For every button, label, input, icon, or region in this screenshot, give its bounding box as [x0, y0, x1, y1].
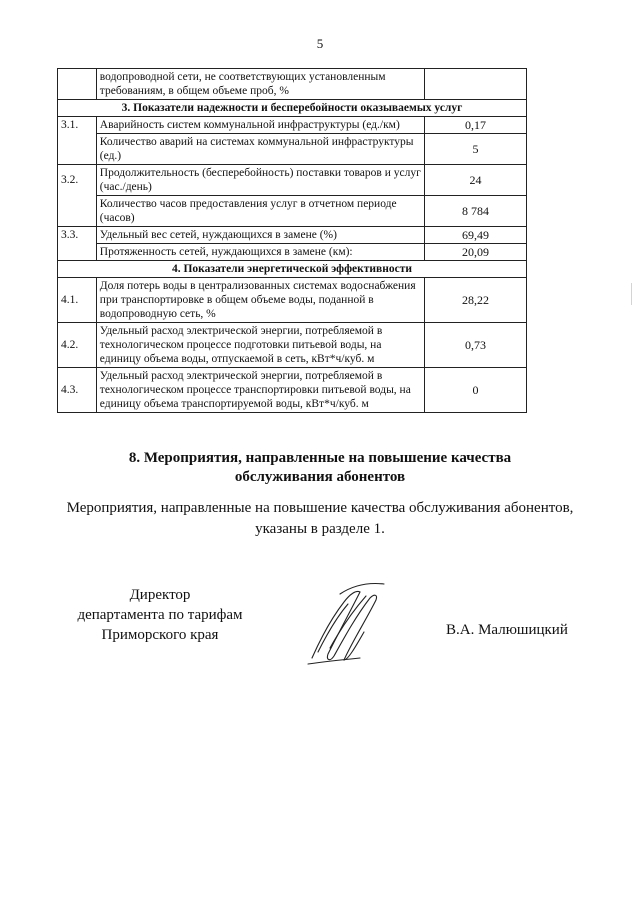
indicator-value: 20,09 — [424, 244, 526, 261]
row-number — [58, 134, 97, 165]
row-number: 4.3. — [58, 368, 97, 413]
section-8-heading-line2: обслуживания абонентов — [234, 469, 406, 485]
indicator-value: 28,22 — [424, 278, 526, 323]
table-row — [58, 227, 527, 244]
indicator-name: Продолжительность (бесперебойность) поставки товаров и услуг (час./день) — [96, 165, 424, 196]
row-number: 3.1. — [58, 117, 97, 134]
indicator-name: Доля потерь воды в централизованных системах водоснабжения при транспортировке в общем объеме воды, поданной в водопроводную сеть, % — [96, 278, 424, 323]
signatory-title — [60, 585, 260, 645]
table-row — [58, 278, 527, 323]
page-number: 5 — [316, 36, 324, 51]
indicator-name: Удельный вес сетей, нуждающихся в замене (%) — [96, 227, 424, 244]
section-8-heading — [0, 449, 640, 487]
indicator-value: 24 — [424, 165, 526, 196]
section-8-text-line2: указаны в разделе 1. — [255, 521, 385, 537]
indicators-table — [57, 68, 527, 413]
section-header-row — [58, 261, 527, 278]
indicator-value: 0,73 — [424, 323, 526, 368]
table-row — [58, 117, 527, 134]
indicator-name: водопроводной сети, не соответствующих установленным требованиям, в общем объеме проб, % — [96, 69, 424, 100]
signatory-name: В.А. Малюшицкий — [446, 622, 568, 638]
indicator-name: Удельный расход электрической энергии, потребляемой в технологическом процессе подготовки питьевой воды, на единицу объема воды, отпускаемой в сеть, кВт*ч/куб. м — [96, 323, 424, 368]
table-row — [58, 134, 527, 165]
scan-edge — [0, 0, 640, 10]
indicators-table-body — [58, 69, 527, 413]
indicator-value: 5 — [424, 134, 526, 165]
section-8-heading-line1: 8. Мероприятия, направленные на повышение качества — [128, 450, 512, 466]
row-number: 3.3. — [58, 227, 97, 244]
indicator-value: 8 784 — [424, 196, 526, 227]
scan-artifact — [631, 283, 638, 305]
indicator-value: 0,17 — [424, 117, 526, 134]
indicator-value — [424, 69, 526, 100]
indicator-name: Количество аварий на системах коммунальной инфраструктуры (ед.) — [96, 134, 424, 165]
section-title: 3. Показатели надежности и бесперебойности оказываемых услуг — [58, 100, 527, 117]
row-number: 3.2. — [58, 165, 97, 196]
signatory-title-line3: Приморского края — [101, 627, 219, 643]
row-number: 4.1. — [58, 278, 97, 323]
indicator-value: 0 — [424, 368, 526, 413]
table-row — [58, 368, 527, 413]
row-number: 4.2. — [58, 323, 97, 368]
row-number — [58, 244, 97, 261]
section-8-text-line1: Мероприятия, направленные на повышение качества обслуживания абонентов, — [66, 500, 574, 516]
handwritten-signature — [300, 580, 392, 670]
table-row — [58, 323, 527, 368]
table-row — [58, 196, 527, 227]
section-title: 4. Показатели энергетической эффективности — [58, 261, 527, 278]
section-8-text — [60, 498, 580, 540]
indicator-name: Удельный расход электрической энергии, потребляемой в технологическом процессе транспортировки питьевой воды, на единицу объема транспортируемой воды, кВт*ч/куб. м — [96, 368, 424, 413]
section-header-row — [58, 100, 527, 117]
indicator-name: Аварийность систем коммунальной инфраструктуры (ед./км) — [96, 117, 424, 134]
table-row — [58, 69, 527, 100]
row-number — [58, 69, 97, 100]
row-number — [58, 196, 97, 227]
signatory-title-line1: Директор — [129, 587, 191, 603]
indicator-name: Количество часов предоставления услуг в отчетном периоде (часов) — [96, 196, 424, 227]
indicator-name: Протяженность сетей, нуждающихся в замене (км): — [96, 244, 424, 261]
signatory-title-line2: департамента по тарифам — [77, 607, 243, 623]
table-row — [58, 165, 527, 196]
table-row — [58, 244, 527, 261]
indicator-value: 69,49 — [424, 227, 526, 244]
